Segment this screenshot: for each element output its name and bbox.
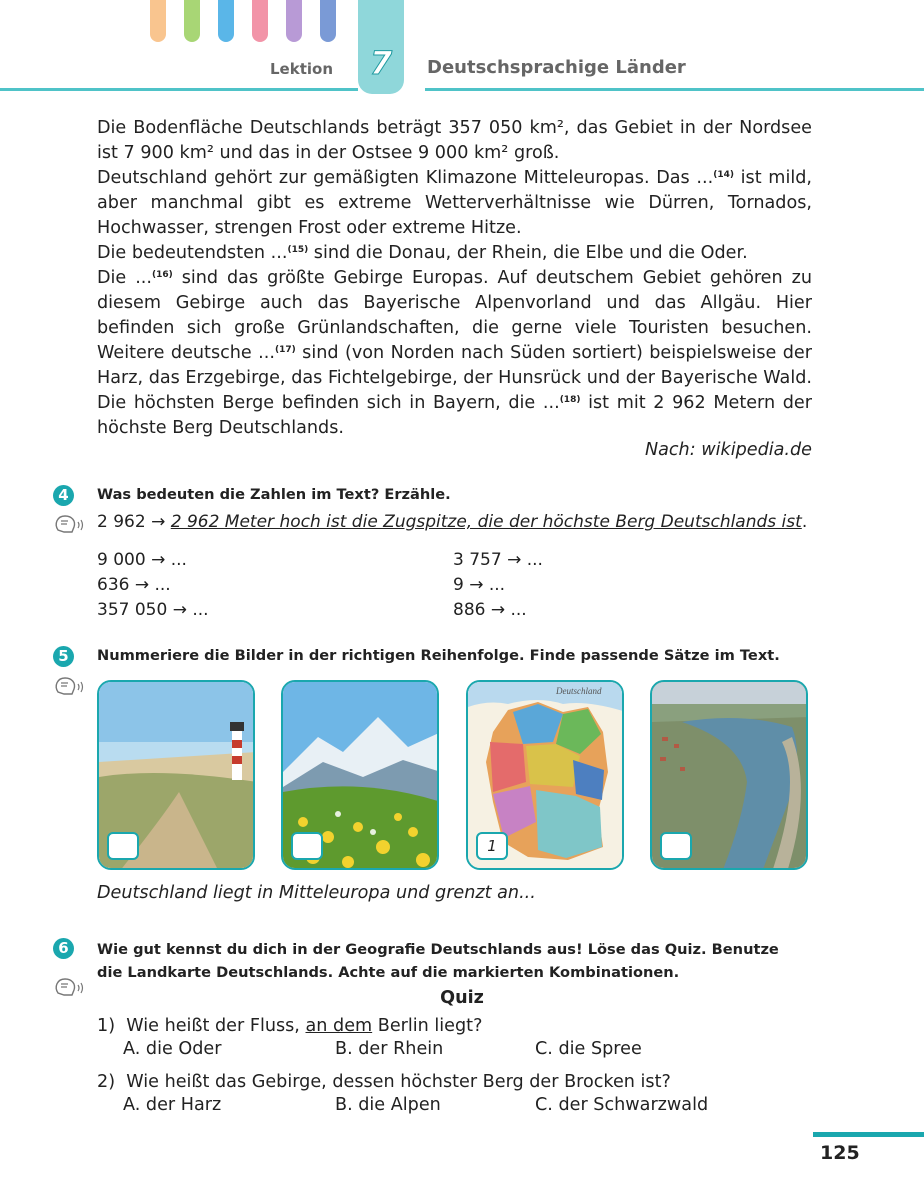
number-box[interactable] [291, 832, 323, 860]
quiz-question: 2) Wie heißt das Gebirge, dessen höchster Berg der Brocken ist? [97, 1072, 671, 1092]
number-box[interactable] [107, 832, 139, 860]
svg-text:Deutschland: Deutschland [556, 686, 602, 696]
lesson-number-tab [358, 0, 404, 94]
color-tab-green [184, 0, 200, 42]
color-tab-orange [150, 0, 166, 42]
paragraph-climate: Deutschland gehört zur gemäßigten Klimazone Mitteleuropas. Das ...$^{(14)}$ ist mild, aber manchmal gibt es extreme Wetterverhältnisse wie Dürren, Tornados, Hochwasser, strengen Frost oder extreme Hitze. [97, 168, 812, 238]
color-tab-purple [286, 0, 302, 42]
numbers-list [97, 548, 657, 623]
photo-caption: Deutschland liegt in Mitteleuropa und grenzt an... [97, 883, 536, 903]
answer-option[interactable]: C. der Schwarzwald [535, 1095, 709, 1115]
task-instruction: Was bedeuten die Zahlen im Text? Erzähle. [97, 486, 451, 503]
quiz-title: Quiz [440, 988, 484, 1008]
header-rule-right [425, 88, 924, 91]
list-item: 9 000 → ... 3 757 → ... [97, 550, 543, 570]
lighthouse-photo [97, 680, 255, 870]
lesson-number: 7 [369, 44, 393, 82]
number-box[interactable] [660, 832, 692, 860]
answer-option[interactable]: C. die Spree [535, 1039, 642, 1059]
source-citation: Nach: wikipedia.de [644, 440, 812, 460]
color-tab-navy [320, 0, 336, 42]
speaking-icon [52, 674, 86, 698]
task-number-badge: 6 [53, 938, 74, 959]
river-photo [650, 680, 808, 870]
example-answer: 2 962 Meter hoch ist die Zugspitze, die der höchste Berg Deutschlands ist [170, 512, 802, 532]
task-instruction: Nummeriere die Bilder in der richtigen Reihenfolge. Finde passende Sätze im Text. [97, 647, 780, 664]
answer-option[interactable]: A. die Oder [123, 1039, 222, 1059]
color-tab-pink [252, 0, 268, 42]
alps-meadow-photo [281, 680, 439, 870]
chapter-title: Deutschsprachige Länder [427, 57, 686, 78]
paragraph-rivers: Die bedeutendsten ...$^{(15)}$ sind die Donau, der Rhein, die Elbe und die Oder. [97, 243, 748, 263]
color-tab-blue [218, 0, 234, 42]
paragraph-mountains: Die ...$^{(16)}$ sind das größte Gebirge Europas. Auf deutschem Gebiet gehören zu diesem Gebirge auch das Bayerische Alpenvorland und das Allgäu. Hier befinden sich große Grünlandschaften, die gerne viele Touristen besuchen. Weitere deutsche ...$^{(17)}$ sind (von Norden nach Süden sortiert) beispielsweise der Harz, das Erzgebirge, das Fichtelgebirge, der Hunsrück und der Bayerische Wald. Die höchsten Berge befinden sich in Bayern, die ...$^{(18)}$ ist mit 2 962 Metern der höchste Berg Deutschlands. [97, 268, 812, 438]
speaking-icon [52, 512, 86, 536]
answer-option[interactable]: B. der Rhein [335, 1039, 444, 1059]
page-number: 125 [820, 1142, 860, 1164]
answer-option[interactable]: A. der Harz [123, 1095, 222, 1115]
list-item: 636 → ... 9 → ... [97, 575, 506, 595]
number-box[interactable]: 1 [476, 832, 508, 860]
reading-text [97, 116, 812, 441]
footer-rule [813, 1132, 924, 1137]
list-item: 357 050 → ... 886 → ... [97, 600, 527, 620]
header-rule-left [0, 88, 358, 91]
lektion-label: Lektion [270, 60, 334, 78]
marked-phrase: an dem [305, 1016, 373, 1036]
task-number-badge: 4 [53, 485, 74, 506]
answer-option[interactable]: B. die Alpen [335, 1095, 441, 1115]
paragraph-area: Die Bodenfläche Deutschlands beträgt 357 050 km², das Gebiet in der Nordsee ist 7 900 km² und das in der Ostsee 9 000 km² groß. [97, 118, 812, 163]
example-line: 2 962 → 2 962 Meter hoch ist die Zugspitze, die der höchste Berg Deutschlands ist. [97, 512, 808, 532]
quiz-question: 1) Wie heißt der Fluss, an dem Berlin liegt? [97, 1016, 483, 1036]
germany-map-photo [466, 680, 624, 870]
task-instruction: Wie gut kennst du dich in der Geografie Deutschlands aus! Löse das Quiz. Benutze die Landkarte Deutschlands. Achte auf die markierten Kombinationen. [97, 941, 779, 981]
task-number-badge: 5 [53, 646, 74, 667]
